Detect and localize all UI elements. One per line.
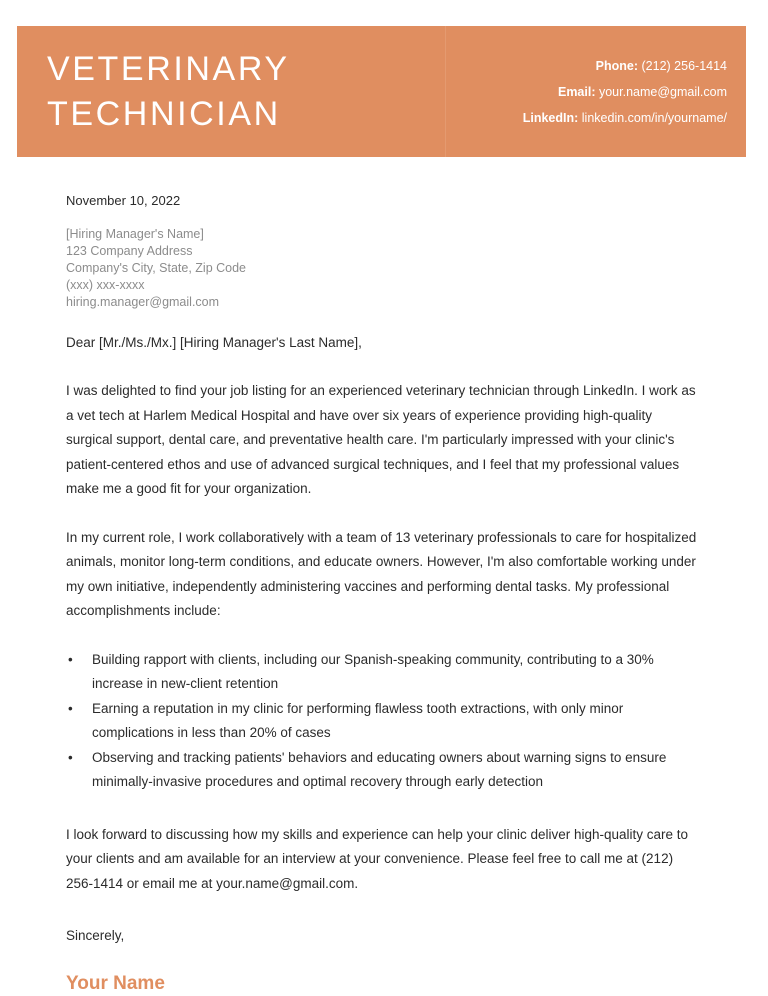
header-title-line-2: TECHNICIAN [47, 94, 281, 133]
recipient-line-phone: (xxx) xxx-xxxx [66, 278, 145, 292]
contact-value-linkedin[interactable]: linkedin.com/in/yourname/ [581, 110, 727, 125]
contact-value-phone: (212) 256-1414 [641, 58, 727, 73]
contact-label-email: Email: [557, 84, 596, 99]
bullet-marker-icon: • [68, 651, 73, 667]
letter-body [66, 192, 702, 996]
list-item [66, 697, 702, 746]
body-paragraph-3: I look forward to discussing how my skills and experience can help your clinic deliver high-quality care to your clients and am available for an interview at your convenience. Please feel free to call me at (212) 256-1414 or email me at your.name@gmail.com. [66, 826, 689, 891]
accomplishments-list [66, 648, 702, 795]
list-item [66, 648, 702, 697]
contact-row-linkedin [523, 105, 727, 131]
recipient-line-name: [Hiring Manager's Name] [66, 227, 204, 241]
list-item-text: Observing and tracking patients' behaviors and educating owners about warning signs to ensure minimally-invasive procedures and optimal recovery through early detection [92, 749, 667, 789]
list-item-text: Earning a reputation in my clinic for performing flawless tooth extractions, with only minor complications in less than 20% of cases [92, 700, 624, 740]
recipient-address-block [66, 226, 702, 311]
salutation-line: Dear [Mr./Ms./Mx.] [Hiring Manager's Last Name], [66, 335, 362, 350]
contact-row-phone [596, 53, 727, 79]
header-title-block [17, 26, 445, 157]
body-paragraph-1: I was delighted to find your job listing for an experienced veterinary technician through LinkedIn. I work as a vet tech at Harlem Medical Hospital and have over six years of experience providing high-quality surgical support, dental care, and preventative health care. I'm particularly impressed with your clinic's patient-centered ethos and use of advanced surgical techniques, and I feel that my professional values make me a good fit for your organization. [66, 383, 696, 496]
recipient-line-city: Company's City, State, Zip Code [66, 261, 247, 275]
list-item-text: Building rapport with clients, including our Spanish-speaking community, contributing to a 30% increase in new-client retention [92, 651, 654, 691]
bullet-marker-icon: • [68, 700, 73, 716]
bullet-marker-icon: • [68, 749, 73, 765]
recipient-line-street: 123 Company Address [66, 244, 193, 258]
list-item [66, 746, 702, 795]
header-contact-block [446, 26, 746, 157]
signature-name: Your Name [66, 973, 165, 994]
header-title-line-1: VETERINARY [47, 49, 290, 88]
contact-label-linkedin: LinkedIn: [522, 110, 579, 125]
signoff-line: Sincerely, [66, 928, 125, 943]
body-paragraph-2: In my current role, I work collaboratively with a team of 13 veterinary professionals to care for hospitalized animals, monitor long-term conditions, and educate owners. However, I'm also comfortable working under my own initiative, independently administering vaccines and performing dental tasks. My professional accomplishments include: [66, 529, 697, 618]
letter-header [17, 26, 746, 157]
letter-date: November 10, 2022 [66, 193, 181, 208]
contact-row-email [558, 79, 727, 105]
recipient-line-email: hiring.manager@gmail.com [66, 295, 220, 309]
contact-label-phone: Phone: [595, 58, 639, 73]
contact-value-email[interactable]: your.name@gmail.com [598, 84, 727, 99]
